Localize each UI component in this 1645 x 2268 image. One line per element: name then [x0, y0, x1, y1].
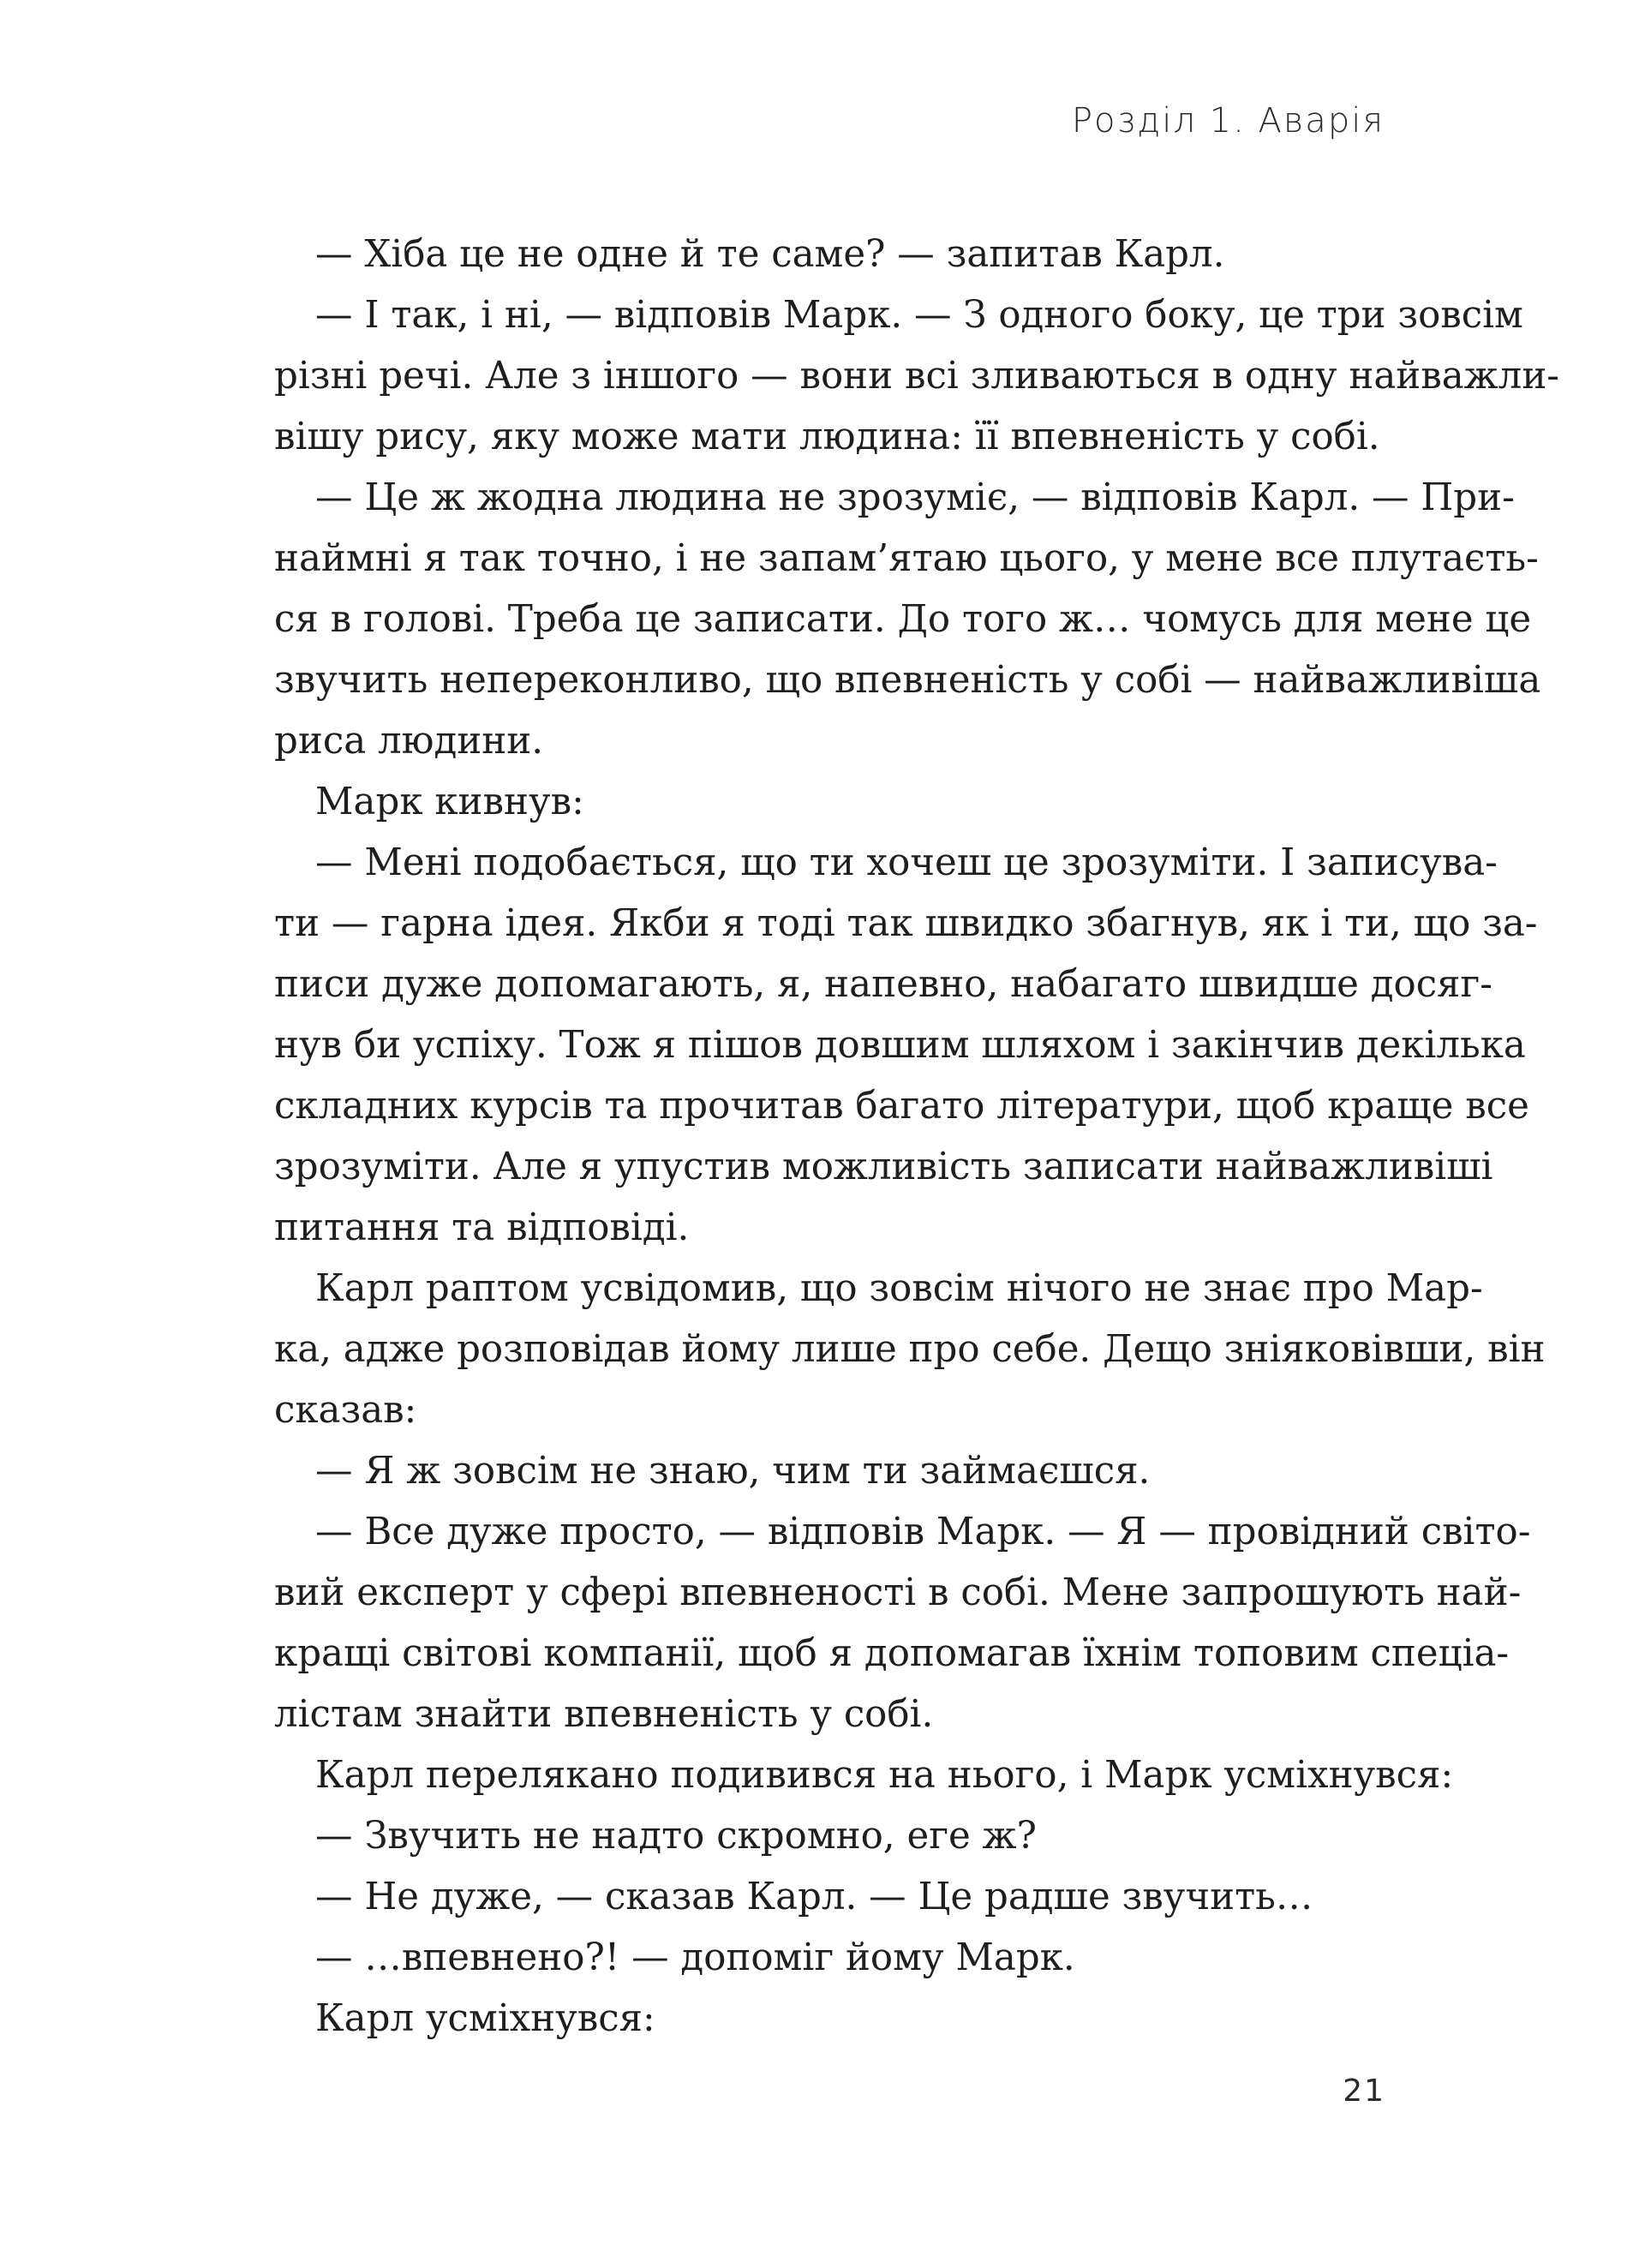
text-line: — І так, і ні, — відповів Марк. — З одного боку, це три зовсім — [315, 294, 1523, 337]
text-line: Карл раптом усвідомив, що зовсім нічого не знає про Мар- — [315, 1267, 1483, 1310]
text-line: риса людини. — [274, 720, 544, 763]
page-number: 21 — [1343, 2074, 1385, 2109]
text-line: — Все дуже просто, — відповів Марк. — Я — провідний світо- — [315, 1511, 1531, 1553]
text-line: звучить непереконливо, що впевненість у собі — найважливіша — [274, 659, 1541, 702]
text-line: ка, адже розповідав йому лише про себе. Дещо зніяковівши, він — [274, 1328, 1546, 1371]
text-line: ти — гарна ідея. Якби я тоді так швидко збагнув, як і ти, що за- — [274, 902, 1538, 945]
text-line: наймні я так точно, і не запам’ятаю цього, у мене все плутаєть- — [274, 537, 1539, 580]
text-line: зрозуміти. Але я упустив можливість записати найважливіші — [274, 1146, 1493, 1188]
text-line: лістам знайти впевненість у собі. — [274, 1693, 934, 1736]
text-line: Марк кивнув: — [315, 781, 584, 823]
text-line: різні речі. Але з іншого — вони всі зливаються в одну найважли- — [274, 355, 1560, 398]
text-line: кращі світові компанії, щоб я допомагав їхнім топовим спеціа- — [274, 1632, 1510, 1675]
text-line: складних курсів та прочитав багато літератури, щоб краще все — [274, 1085, 1529, 1128]
text-line: вішу рису, яку може мати людина: її впевненість у собі. — [274, 416, 1380, 458]
text-line: Карл перелякано подивився на нього, і Марк усміхнувся: — [315, 1754, 1454, 1797]
text-line: — Я ж зовсім не знаю, чим ти займаєшся. — [315, 1450, 1151, 1493]
text-line: нув би успіху. Тож я пішов довшим шляхом і закінчив декілька — [274, 1024, 1526, 1067]
text-line: — Не дуже, — сказав Карл. — Це радше звучить… — [315, 1876, 1313, 1918]
text-line: питання та відповіді. — [274, 1206, 690, 1249]
running-head-chapter-title: Розділ 1. Аварія — [1071, 101, 1385, 141]
text-line: — …впевнено?! — допоміг йому Марк. — [315, 1936, 1075, 1979]
text-line: — Звучить не надто скромно, еге ж? — [315, 1815, 1037, 1858]
text-line: вий експерт у сфері впевненості в собі. Мене запрошують най- — [274, 1571, 1522, 1614]
text-line: писи дуже допомагають, я, напевно, набагато швидше досяг- — [274, 963, 1492, 1006]
text-line: сказав: — [274, 1389, 417, 1432]
body-text — [274, 224, 1560, 2050]
text-line: ся в голові. Треба це записати. До того ж… чомусь для мене це — [274, 598, 1532, 641]
text-line: — Це ж жодна людина не зрозуміє, — відповів Карл. — При- — [315, 476, 1515, 519]
text-line: — Хіба це не одне й те саме? — запитав Карл. — [315, 233, 1225, 276]
text-line: — Мені подобається, що ти хочеш це зрозуміти. І записува- — [315, 841, 1498, 884]
text-line: Карл усміхнувся: — [315, 1997, 655, 2040]
